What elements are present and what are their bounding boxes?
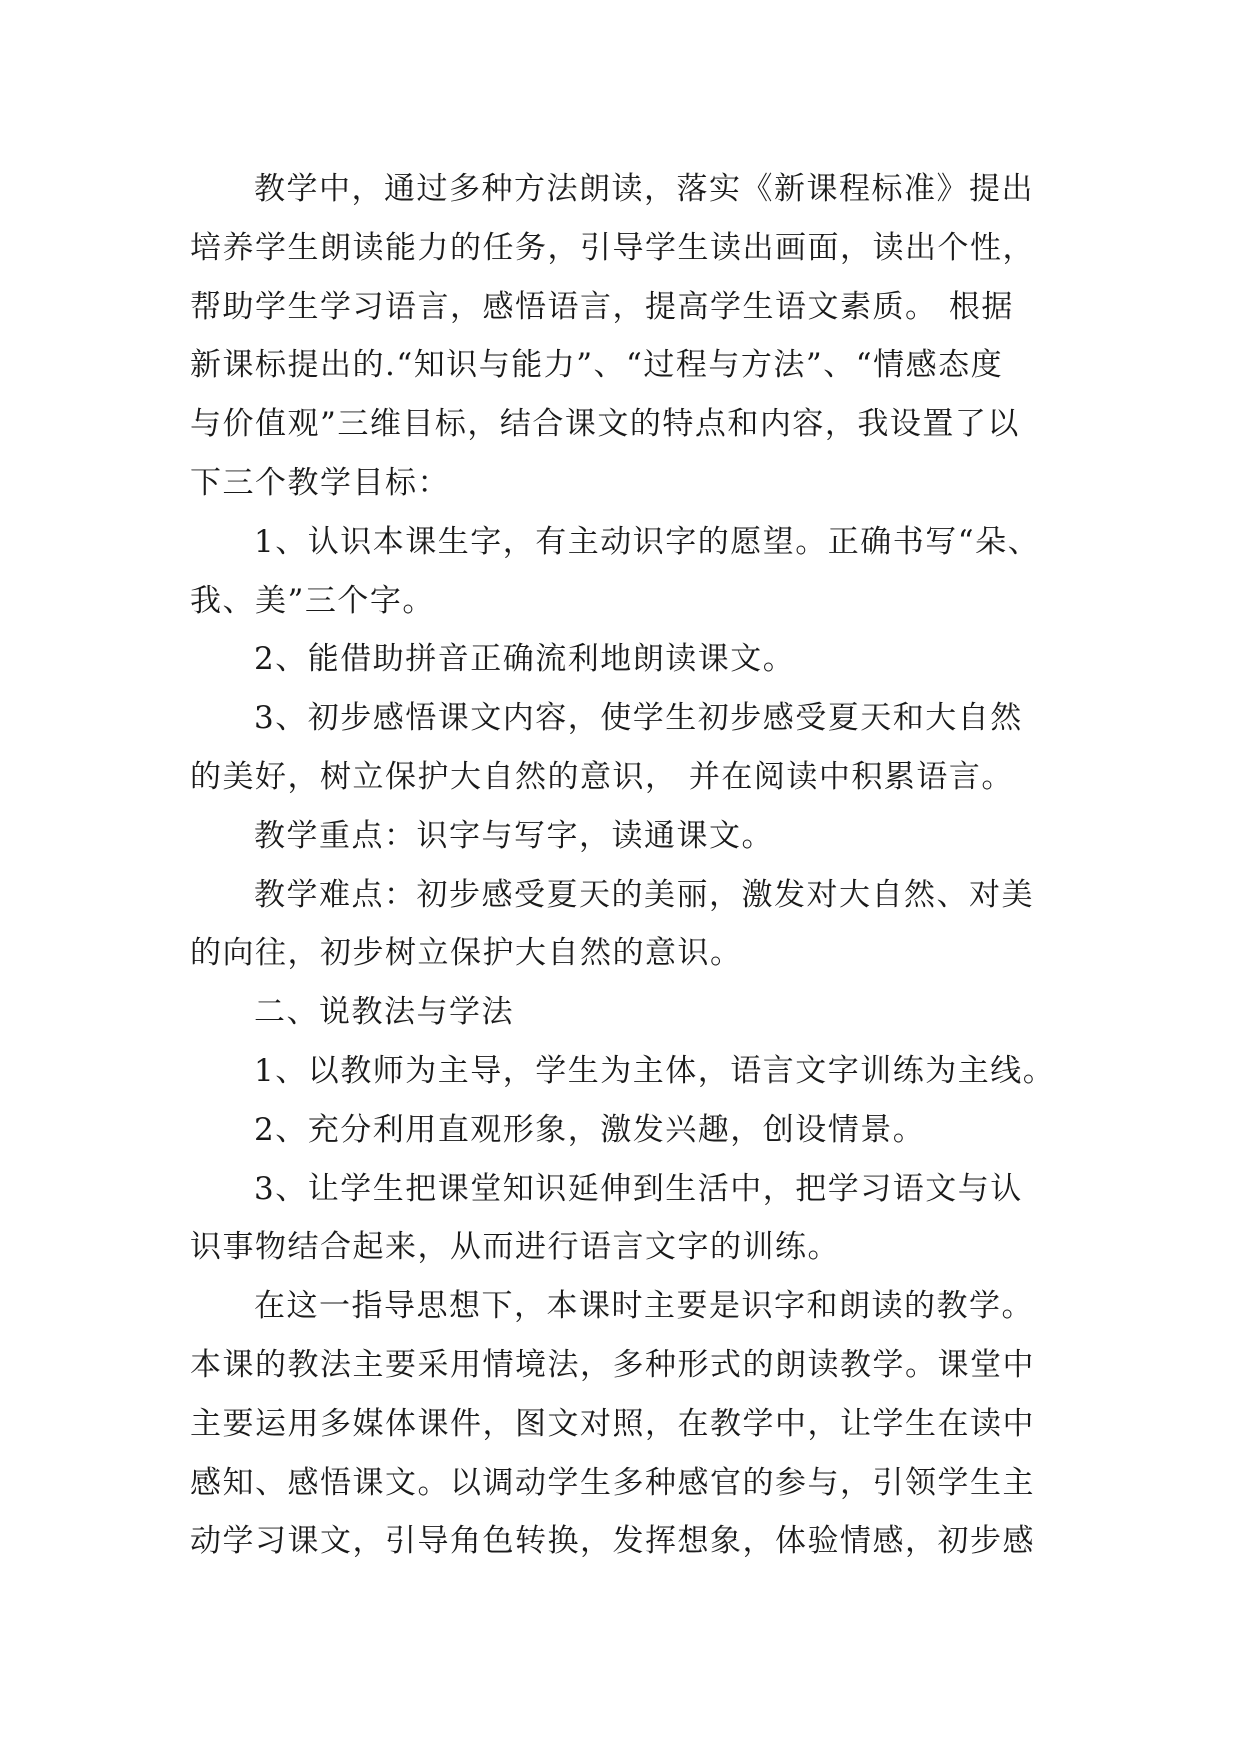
text-line: 帮助学生学习语言，感悟语言，提高学生语文素质。 根据 [190, 288, 1014, 325]
text-line: 感知、感悟课文。以调动学生多种感官的参与，引领学生主 [190, 1464, 1035, 1501]
text-line: 识事物结合起来，从而进行语言文字的训练。 [190, 1229, 840, 1266]
text-line: 教学中，通过多种方法朗读，落实《新课程标准》提出 [254, 171, 1034, 207]
text-line: 在这一指导思想下，本课时主要是识字和朗读的教学。 [254, 1288, 1034, 1325]
text-line: 1、以教师为主导，学生为主体，语言文字训练为主线。 [254, 1052, 1056, 1089]
text-line: 下三个教学目标： [190, 464, 450, 501]
text-line: 的向往，初步树立保护大自然的意识。 [190, 935, 743, 972]
text-line: 动学习课文，引导角色转换，发挥想象，体验情感，初步感 [190, 1523, 1035, 1560]
text-line: 3、初步感悟课文内容，使学生初步感受夏天和大自然 [254, 700, 1023, 737]
section-heading: 二、说教法与学法 [254, 994, 514, 1031]
text-line: 新课标提出的.“知识与能力”、“过程与方法”、“情感态度 [190, 347, 1004, 384]
text-line: 我、美”三个字。 [190, 582, 435, 619]
body-text [190, 160, 1070, 1571]
text-line: 教学重点：识字与写字，读通课文。 [254, 817, 774, 854]
text-line: 的美好，树立保护大自然的意识， 并在阅读中积累语言。 [190, 758, 1014, 795]
text-line: 3、让学生把课堂知识延伸到生活中，把学习语文与认 [254, 1170, 1023, 1207]
text-line: 教学难点：初步感受夏天的美丽，激发对大自然、对美 [254, 876, 1034, 913]
text-line: 本课的教法主要采用情境法，多种形式的朗读教学。课堂中 [190, 1346, 1035, 1383]
text-line: 2、能借助拼音正确流利地朗读课文。 [254, 641, 796, 678]
text-line: 与价值观”三维目标，结合课文的特点和内容，我设置了以 [190, 406, 1020, 443]
text-line: 主要运用多媒体课件，图文对照，在教学中，让学生在读中 [190, 1405, 1035, 1442]
text-line: 培养学生朗读能力的任务，引导学生读出画面，读出个性， [190, 229, 1035, 266]
text-line: 1、认识本课生字，有主动识字的愿望。正确书写“朵、 [254, 523, 1041, 560]
text-line: 2、充分利用直观形象，激发兴趣，创设情景。 [254, 1111, 926, 1148]
